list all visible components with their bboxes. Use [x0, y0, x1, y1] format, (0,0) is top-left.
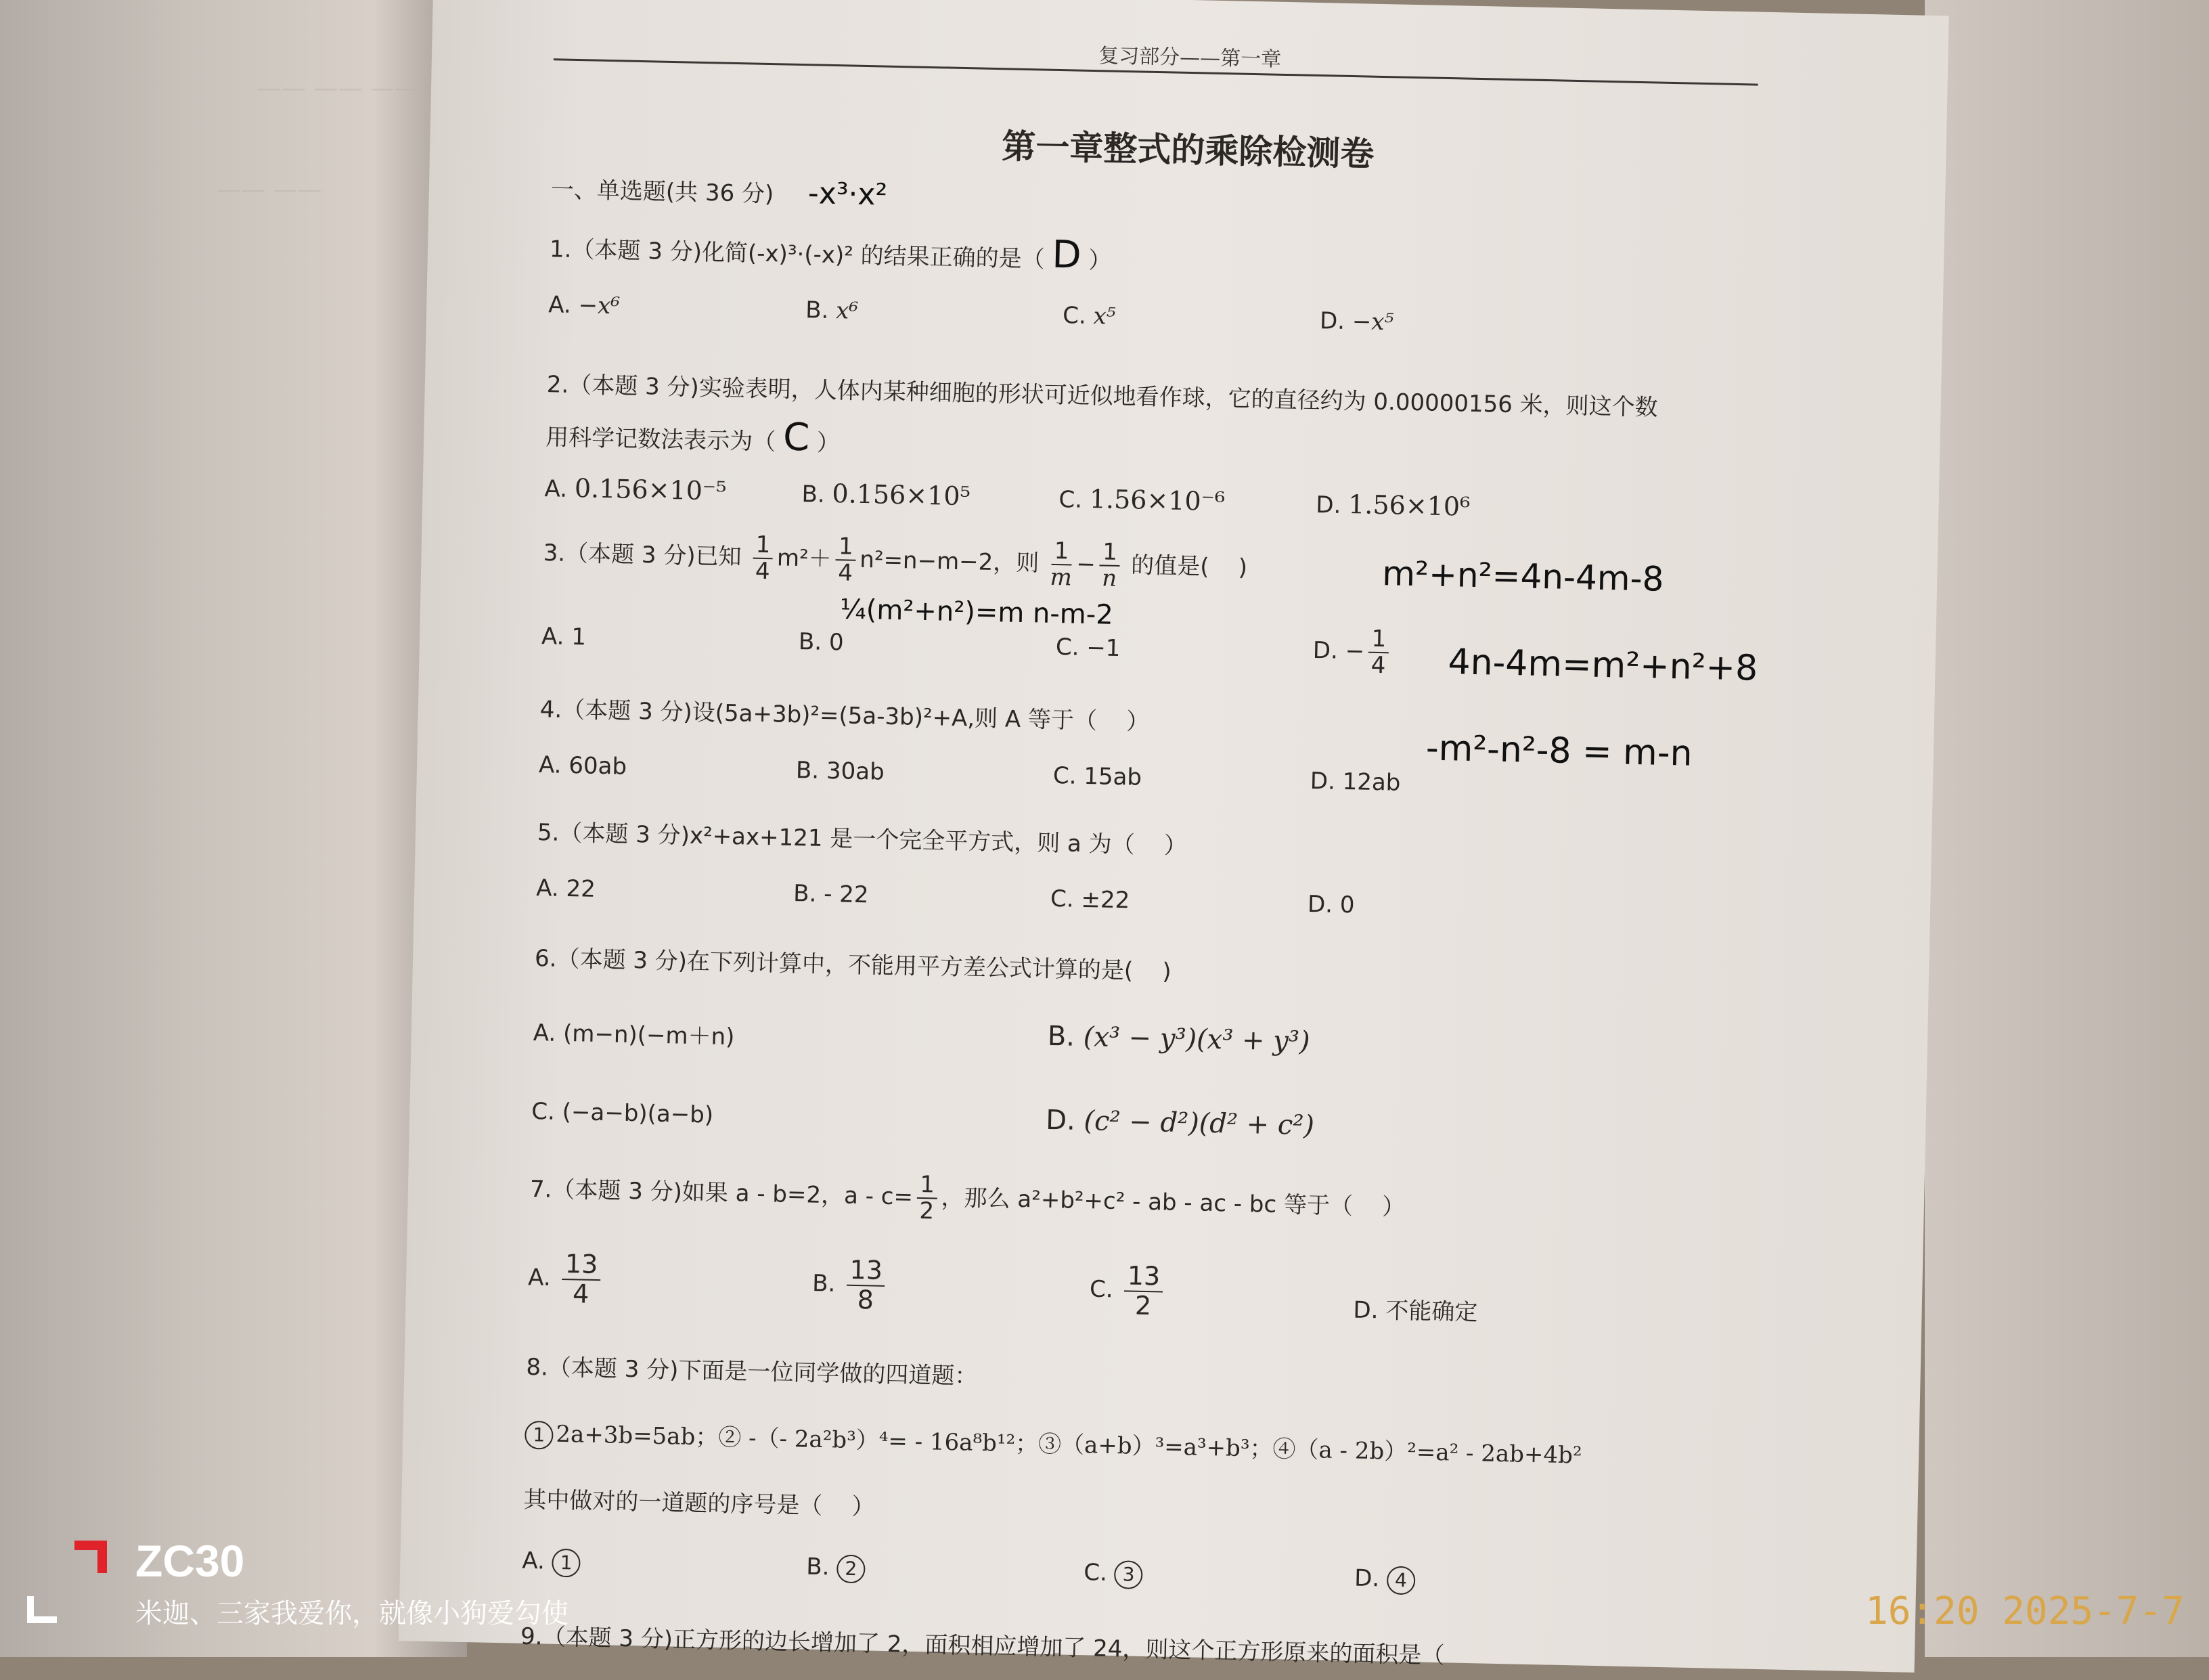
option-letter: C. [1083, 1559, 1108, 1587]
denominator: 2 [919, 1197, 935, 1225]
q3-option-b [799, 628, 844, 656]
numerator: 1 [917, 1172, 937, 1199]
left-facing-page [0, 0, 467, 1657]
q7-option-d [1353, 1291, 1478, 1327]
question-4 [539, 690, 1149, 736]
circled-number: 1 [525, 1421, 554, 1450]
circled-number: 4 [1387, 1566, 1416, 1595]
q3-option-d [1312, 625, 1393, 679]
q8-option-b [806, 1553, 868, 1584]
question-5 [537, 814, 1188, 860]
option-value: 30ab [826, 757, 885, 786]
option-value: −x⁵ [1352, 308, 1394, 336]
option-letter: A. [533, 1019, 556, 1047]
question-1-close: ） [1088, 246, 1112, 275]
question-8-close: ） [851, 1493, 875, 1521]
q5-option-d [1308, 891, 1355, 919]
denominator: m [1050, 564, 1073, 592]
option-letter: C. [1089, 1275, 1114, 1304]
denominator: 4 [572, 1279, 589, 1309]
option-value: 0.156×10⁵ [832, 479, 971, 512]
option-letter: A. [541, 623, 564, 650]
option-value: 1.56×10⁻⁶ [1089, 484, 1226, 517]
option-letter: B. [801, 481, 826, 508]
option-value: x⁶ [835, 297, 859, 325]
option-letter: A. [544, 475, 568, 503]
question-8: 8.（本题 3 分)下面是一位同学做的四道题： [526, 1353, 978, 1390]
option-letter: A. [527, 1264, 552, 1291]
option-letter: B. [1047, 1020, 1075, 1053]
option-letter: D. [1319, 307, 1345, 335]
option-fraction [562, 1250, 601, 1309]
option-value: −1 [1086, 634, 1121, 663]
denominator: 4 [755, 558, 771, 585]
question-3 [543, 528, 1248, 595]
timestamp: 16:20 2025-7-7 [1865, 1589, 2185, 1633]
handwriting-answer-q2: C [782, 415, 810, 460]
question-4-text: 4.（本题 3 分)设(5a+3b)²=(5a-3b)²+A,则 A 等于（ [539, 696, 1098, 735]
option-letter: D. [1353, 1296, 1379, 1325]
q2-option-b [801, 478, 970, 511]
option-letter: C. [1052, 761, 1077, 790]
q4-option-b [796, 757, 885, 786]
option-letter: D. [1354, 1564, 1380, 1593]
option-value: 0 [1339, 891, 1355, 919]
option-letter: D. [1310, 767, 1336, 795]
option-value: 不能确定 [1385, 1297, 1478, 1327]
denominator: 4 [837, 559, 853, 588]
question-8-items [525, 1415, 1582, 1472]
option-value: 60ab [568, 751, 627, 780]
bleed-through-text: —— —— [217, 176, 322, 204]
question-8-ask-text: 其中做对的一道题的序号是（ [522, 1486, 823, 1520]
option-value: 0.156×10⁻⁵ [574, 473, 727, 506]
question-9: 9.（本题 3 分)正方形的边长增加了 2，面积相应增加了 24，则这个正方形原来的面积是（ [520, 1622, 1445, 1670]
option-letter: D. [1307, 890, 1333, 919]
running-header: 复习部分——第一章 [1098, 44, 1282, 72]
option-letter: A. [538, 751, 562, 779]
q6-option-c [531, 1098, 714, 1129]
option-value: 15ab [1083, 762, 1142, 791]
fraction-1-over-m [1050, 539, 1073, 591]
question-6 [535, 940, 1172, 986]
page-edge-right [1925, 0, 2209, 1657]
option-letter: A. [535, 875, 560, 902]
option-letter: D. [1315, 491, 1341, 519]
question-3-text: 3.（本题 3 分)已知 [543, 539, 742, 571]
option-letter: C. [1050, 885, 1075, 913]
term-m2: m²＋ [776, 544, 832, 573]
denominator: 4 [1370, 652, 1386, 680]
numerator: 13 [847, 1256, 885, 1287]
option-letter: B. [811, 1269, 836, 1298]
q6-option-b [1047, 1021, 1310, 1057]
numerator: 13 [1124, 1262, 1163, 1292]
option-value: ±22 [1081, 885, 1130, 914]
option-letter: D. [1045, 1104, 1076, 1136]
option-letter: C. [1062, 302, 1087, 330]
option-letter: B. [805, 296, 829, 324]
question-5-text: 5.（本题 3 分)x²+ax+121 是一个完全平方式，则 a 为（ [537, 819, 1136, 859]
question-7 [529, 1164, 1406, 1235]
fraction-quarter [835, 534, 856, 586]
q4-option-c [1053, 762, 1142, 791]
q1-option-a [548, 291, 620, 319]
fraction-half [916, 1172, 937, 1224]
question-2-text: 用科学记数法表示为（ [545, 424, 776, 456]
numerator: 1 [1368, 627, 1389, 654]
numerator: 1 [836, 534, 856, 561]
q5-option-b [793, 880, 869, 908]
q1-option-c [1063, 302, 1116, 330]
section-heading: 一、单选题(共 36 分) [550, 176, 774, 208]
q5-option-a [536, 875, 596, 903]
question-3-close: ) [1238, 554, 1248, 581]
watermark-subtitle: 米迦、三家我爱你，就像小狗爱勾使 [135, 1598, 568, 1629]
option-sign: − [1345, 637, 1365, 665]
question-3-post: 的值是( [1130, 552, 1209, 581]
option-letter: B. [795, 757, 820, 784]
fraction-quarter [753, 533, 774, 585]
question-2-close: ） [816, 429, 841, 458]
q4-option-d [1310, 768, 1400, 797]
q8-option-c [1084, 1559, 1146, 1589]
q2-option-a [544, 472, 726, 506]
handwriting-q3-work4: ¼(m²+n²)=m n-m-2 [839, 594, 1114, 631]
option-value: (m−n)(−m＋n) [562, 1019, 735, 1051]
option-letter: C. [531, 1097, 556, 1126]
option-letter: B. [805, 1553, 830, 1581]
q6-option-d [1046, 1105, 1315, 1141]
option-value: (c² − d²)(d² + c²) [1084, 1105, 1315, 1142]
q6-option-a [533, 1014, 735, 1051]
option-letter: B. [798, 628, 822, 656]
circled-number: 3 [1114, 1560, 1143, 1589]
option-fraction [846, 1256, 885, 1315]
numerator: 1 [1051, 539, 1071, 566]
option-value: - 22 [823, 880, 869, 909]
option-letter: A. [548, 291, 572, 319]
option-fraction [1124, 1262, 1163, 1321]
q8-option-a [522, 1547, 583, 1578]
handwriting-q3-work2: 4n-4m=m²+n²+8 [1447, 642, 1758, 689]
q7-option-c [1089, 1261, 1167, 1321]
q7-option-b [811, 1256, 889, 1315]
option-letter: C. [1055, 634, 1079, 661]
camera-logo-icon [74, 1541, 107, 1573]
circled-number: 2 [836, 1555, 866, 1584]
question-6-close: ) [1161, 958, 1172, 986]
minus-sign: − [1075, 550, 1096, 579]
exam-sheet [399, 0, 1949, 1673]
option-letter: D. [1312, 636, 1339, 665]
option-letter: A. [522, 1547, 545, 1575]
question-4-close: ） [1125, 708, 1150, 736]
option-value: 1.56×10⁶ [1347, 489, 1471, 522]
option-value: 0 [828, 629, 845, 657]
q4-option-a [539, 751, 627, 780]
denominator: 2 [1134, 1290, 1152, 1321]
question-7-text: 7.（本题 3 分)如果 a - b=2，a - c= [529, 1175, 914, 1211]
question-8-items-text: 2a+3b=5ab；② -（- 2a²b³）⁴= - 16a⁸b¹²；③（a+b）³=a³+b³；④（a - 2b）²=a² - 2ab+4b² [556, 1420, 1582, 1469]
option-value: 22 [566, 875, 596, 903]
question-2-line1: 2.（本题 3 分)实验表明，人体内某种细胞的形状可近似地看作球，它的直径约为 0.00000156 米，则这个数 [546, 371, 1659, 422]
q2-option-c [1058, 483, 1225, 516]
q1-option-d [1320, 307, 1394, 336]
question-5-close: ） [1163, 832, 1188, 860]
question-1 [550, 222, 1113, 278]
q1-option-b [805, 296, 859, 325]
corner-bracket-icon [27, 1596, 57, 1623]
fraction-quarter [1368, 627, 1389, 679]
option-value: (−a−b)(a−b) [562, 1098, 714, 1129]
numerator: 1 [753, 533, 773, 560]
denominator: 8 [857, 1284, 874, 1315]
q5-option-c [1050, 885, 1130, 914]
question-7-post: ，那么 a²+b²+c² - ab - ac - bc 等于（ [941, 1184, 1354, 1220]
option-value: 1 [571, 623, 587, 651]
handwriting-q1-work: -x³·x² [807, 176, 888, 213]
handwriting-q3-work1: m²+n²=4n-4m-8 [1381, 554, 1665, 599]
exam-title: 第一章整式的乘除检测卷 [1001, 127, 1375, 174]
option-value: x⁵ [1093, 303, 1116, 330]
numerator: 13 [562, 1250, 600, 1281]
option-value: 12ab [1342, 768, 1401, 797]
q7-option-a [527, 1250, 604, 1309]
option-value: −x⁶ [578, 292, 621, 320]
q3-option-c [1056, 634, 1121, 662]
option-value: (x³ − y³)(x³ + y³) [1083, 1021, 1310, 1058]
bleed-through-text: —— —— —— [257, 74, 419, 102]
numerator: 1 [1100, 539, 1120, 567]
option-letter: B. [793, 879, 817, 908]
handwriting-q3-work3: -m²-n²-8 = m-n [1425, 728, 1693, 774]
question-8-ask [523, 1481, 875, 1522]
question-2-line2 [545, 410, 841, 460]
question-7-close: ） [1381, 1193, 1406, 1221]
question-6-text: 6.（本题 3 分)在下列计算中，不能用平方差公式计算的是( [534, 945, 1134, 985]
option-letter: C. [1058, 486, 1083, 514]
q2-option-d [1316, 489, 1471, 522]
question-1-text: 1.（本题 3 分)化简(-x)³·(-x)² 的结果正确的是（ [549, 236, 1046, 273]
q3-option-a [541, 623, 587, 650]
watermark-title: ZC30 [135, 1536, 245, 1586]
circled-number: 1 [552, 1549, 581, 1578]
q8-option-d [1354, 1565, 1419, 1595]
denominator: n [1101, 565, 1117, 593]
term-n2: n²=n−m−2，则 [859, 546, 1040, 577]
handwriting-answer-q1: D [1051, 232, 1082, 278]
fraction-1-over-n [1099, 539, 1120, 592]
